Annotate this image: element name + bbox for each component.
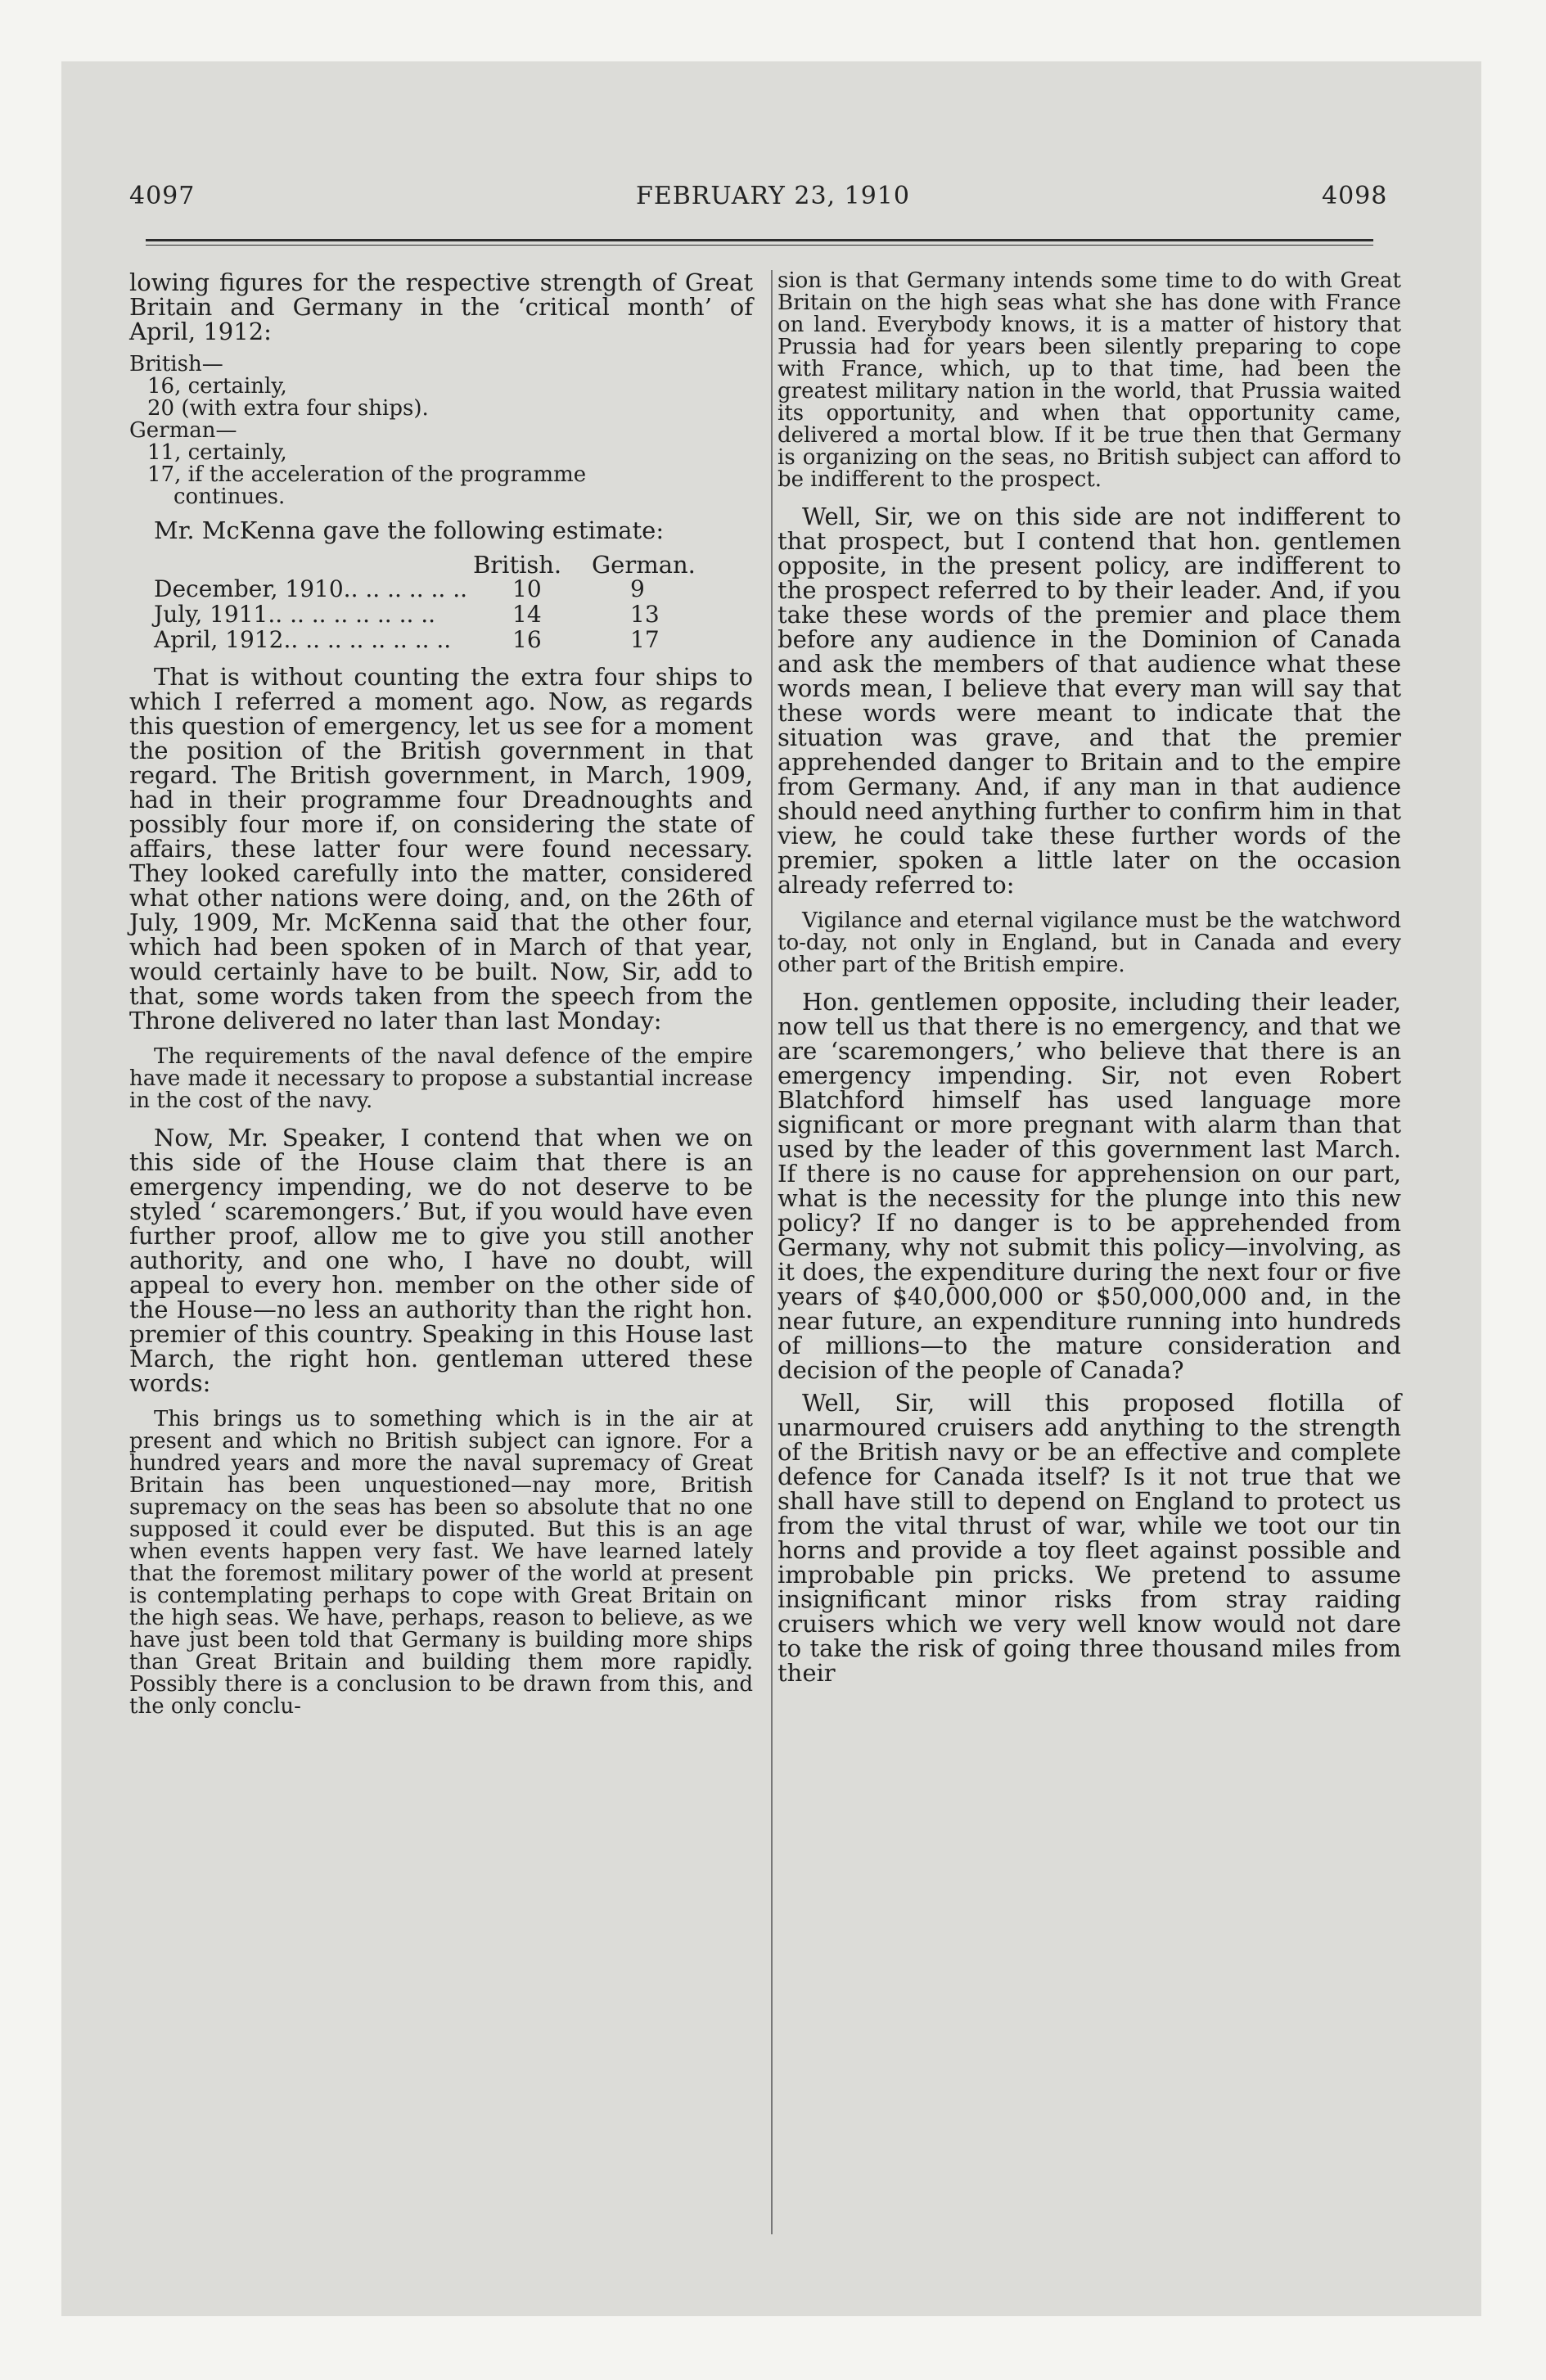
strength-figures (129, 354, 753, 508)
column-divider (771, 270, 773, 2234)
premier-quote-continued: sion is that Germany intends some time to do with Great Britain on the high seas what she has done with France on land. Everybody knows, it is a matter of history that Prussia had for years been silently preparing to cope with France, which, up to that time, had been the greatest military nation in the world, that Prussia waited its opportunity, and when that opportunity came, delivered a mortal blow. If it be true then that Germany is organizing on the seas, no British subject can afford to be indifferent to the prospect. (778, 268, 1401, 492)
estimate-col-german: German. (592, 551, 696, 579)
estimate-row-german: 13 (630, 601, 660, 628)
estimate-row-british: 14 (512, 601, 542, 628)
fig-british-line-2: 20 (with extra four ships). (147, 396, 429, 421)
estimate-header (129, 551, 753, 579)
right-paragraph-3: Well, Sir, will this proposed flotilla of unarmoured cruisers add anything to the strength of the British navy or be an effective and complete defence for Canada itself? Is it not true that we shall have still to depend on England to protect us from the vital thrust of war, while we toot our tin horns and provide a toy fleet against possible and improbable pin pricks. We pretend to assume insignificant minor risks from stray raiding cruisers which we very well know would not dare to take the risk of going three thousand miles from their (778, 1389, 1401, 1687)
estimate-row (129, 575, 753, 601)
fig-british-line-1: 16, certainly, (147, 374, 287, 399)
fig-german-line-1: 11, certainly, (147, 440, 287, 465)
fig-british-heading: British— (129, 352, 223, 376)
premier-quote: This brings us to something which is in the air at present and which no British subject can ignore. For a hundred years and more the naval supremacy of Great Britain has been unquestioned—nay more, British supremacy on the seas has been so absolute that no one supposed it could ever be disputed. But this is an age when events happen very fast. We have learned lately that the foremost military power of the world at present is contemplating perhaps to cope with Great Britain on the high seas. We have, perhaps, reason to believe, as we have just been told that Germany is building more ships than Great Britain and building them more rapidly. Possibly there is a conclusion to be drawn from this, and the only conclu- (129, 1407, 753, 1719)
estimate-table (129, 551, 753, 651)
fig-german-line-2-cont: continues. (174, 485, 286, 509)
throne-speech-quote: The requirements of the naval defence of the empire have made it necessary to propose a substantial increase in the cost of the navy. (129, 1044, 753, 1113)
right-column (778, 270, 1401, 1685)
page-number-right: 4098 (1322, 182, 1388, 210)
estimate-row (129, 601, 753, 626)
left-paragraph-4: Now, Mr. Speaker, I contend that when we on this side of the House claim that there is an emergency impending, we do not deserve to be styled ‘ scaremongers.’ But, if you would have even further proof, allow me to give you still another authority, and one who, I have no doubt, will appeal to every hon. member on the other side of the House—no less an authority than the right hon. premier of this country. Speaking in this House last March, the right hon. gentleman uttered these words: (129, 1124, 753, 1397)
estimate-row-german: 17 (630, 626, 660, 653)
fig-german-heading: German— (129, 418, 237, 443)
left-paragraph-1: lowing figures for the respective strength of Great Britain and Germany in the ‘critical month’ of April, 1912: (129, 268, 753, 345)
left-paragraph-3: That is without counting the extra four ships to which I referred a moment ago. Now, as regards this question of emergency, let us see for a moment the position of the British government in that regard. The British government, in March, 1909, had in their programme four Dreadnoughts and possibly four more if, on considering the state of affairs, these latter four were found necessary. They looked carefully into the matter, considered what other nations were doing, and, on the 26th of July, 1909, Mr. McKenna said that the other four, which had been spoken of in March of that year, would certainly have to be built. Now, Sir, add to that, some words taken from the speech from the Throne delivered no later than last Monday: (129, 663, 753, 1034)
vigilance-quote: Vigilance and eternal vigilance must be the watchword to-day, not only in England, but in Canada and every other part of the British empire. (778, 908, 1401, 977)
estimate-row-label: December, 1910.. .. .. .. .. .. (154, 575, 467, 602)
page-number-left: 4097 (129, 182, 196, 210)
estimate-row-label: July, 1911.. .. .. .. .. .. .. .. (154, 601, 436, 628)
page-date: FEBRUARY 23, 1910 (636, 182, 910, 210)
estimate-row (129, 626, 753, 651)
left-paragraph-2: Mr. McKenna gave the following estimate: (154, 516, 665, 544)
fig-german-line-2: 17, if the acceleration of the programme (147, 462, 587, 487)
header-rule-thin (146, 245, 1373, 246)
estimate-row-british: 10 (512, 575, 542, 602)
estimate-row-british: 16 (512, 626, 542, 653)
header-rule (146, 239, 1373, 241)
left-column (129, 270, 753, 1718)
estimate-row-german: 9 (630, 575, 645, 602)
estimate-row-label: April, 1912.. .. .. .. .. .. .. .. (154, 626, 452, 653)
estimate-col-british: British. (473, 551, 562, 579)
right-paragraph-1: Well, Sir, we on this side are not indifferent to that prospect, but I contend that hon. gentlemen opposite, in the present policy, are indifferent to the prospect referred to by their leader. And, if you take these words of the premier and place them before any audience in the Dominion of Canada and ask the members of that audience what these words mean, I believe that every man will say that these words were meant to indicate that the situation was grave, and that the premier apprehended danger to Britain and to the empire from Germany. And, if any man in that audience should need anything further to confirm him in that view, he could take these further words of the premier, spoken a little later on the occasion already referred to: (778, 503, 1401, 899)
right-paragraph-2: Hon. gentlemen opposite, including their leader, now tell us that there is no emergency, and that we are ‘scaremongers,’ who believe that there is an emergency impending. Sir, not even Robert Blatchford himself has used language more significant or more pregnant with alarm than that used by the leader of this government last March. If there is no cause for apprehension on our part, what is the necessity for the plunge into this new policy? If no danger is to be apprehended from Germany, why not submit this policy—involving, as it does, the expenditure during the next four or five years of $40,000,000 or $50,000,000 and, in the near future, an expenditure running into hundreds of millions—to the mature consideration and decision of the people of Canada? (778, 988, 1401, 1384)
